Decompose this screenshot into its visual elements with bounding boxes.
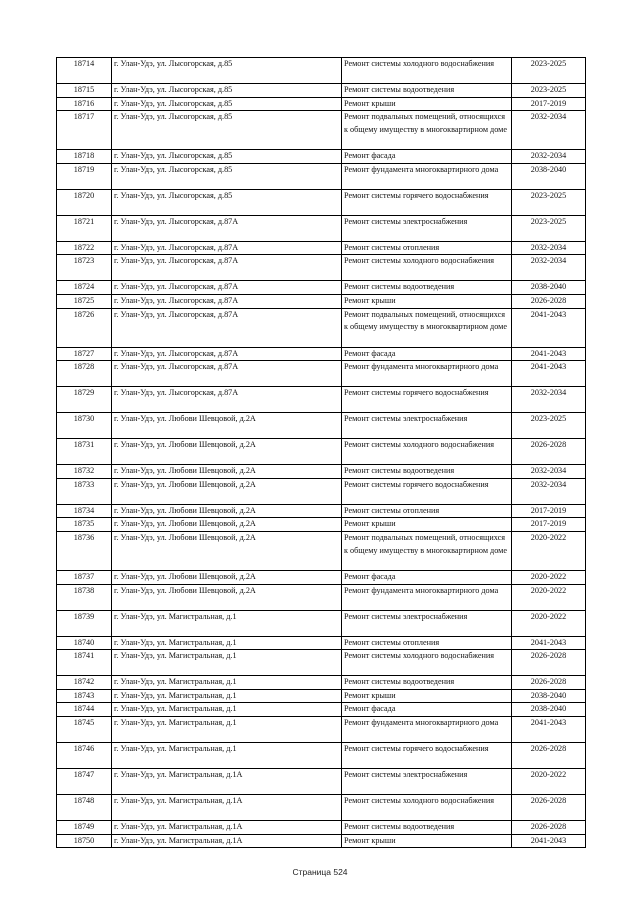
row-number-cell: 18734 xyxy=(57,504,112,518)
address-cell: г. Улан-Удэ, ул. Лысогорская, д.87А xyxy=(112,361,342,387)
address-cell: г. Улан-Удэ, ул. Магистральная, д.1 xyxy=(112,636,342,650)
table-row xyxy=(57,361,586,387)
period-cell: 2032-2034 xyxy=(512,387,586,413)
table-row xyxy=(57,703,586,717)
work-type-cell: Ремонт фундамента многоквартирного дома xyxy=(342,716,512,742)
address-cell: г. Улан-Удэ, ул. Лысогорская, д.85 xyxy=(112,150,342,164)
period-cell: 2026-2028 xyxy=(512,676,586,690)
work-type-cell: Ремонт крыши xyxy=(342,294,512,308)
row-number-cell: 18749 xyxy=(57,820,112,834)
row-number-cell: 18737 xyxy=(57,570,112,584)
address-cell: г. Улан-Удэ, ул. Лысогорская, д.87А xyxy=(112,215,342,241)
period-cell: 2023-2025 xyxy=(512,215,586,241)
work-type-cell: Ремонт крыши xyxy=(342,689,512,703)
table-row xyxy=(57,439,586,465)
row-number-cell: 18721 xyxy=(57,215,112,241)
row-number-cell: 18724 xyxy=(57,281,112,295)
address-cell: г. Улан-Удэ, ул. Лысогорская, д.85 xyxy=(112,58,342,84)
period-cell: 2020-2022 xyxy=(512,610,586,636)
work-type-cell: Ремонт системы горячего водоснабжения xyxy=(342,189,512,215)
table-row xyxy=(57,97,586,111)
table-row xyxy=(57,465,586,479)
period-cell: 2023-2025 xyxy=(512,58,586,84)
table-body xyxy=(57,58,586,848)
period-cell: 2017-2019 xyxy=(512,518,586,532)
period-cell: 2026-2028 xyxy=(512,439,586,465)
period-cell: 2026-2028 xyxy=(512,794,586,820)
table-row xyxy=(57,518,586,532)
page-number: Страница 524 xyxy=(292,867,348,877)
period-cell: 2041-2043 xyxy=(512,361,586,387)
work-type-cell: Ремонт системы электроснабжения xyxy=(342,610,512,636)
address-cell: г. Улан-Удэ, ул. Магистральная, д.1А xyxy=(112,768,342,794)
work-type-cell: Ремонт системы электроснабжения xyxy=(342,768,512,794)
table-row xyxy=(57,111,586,150)
table-row xyxy=(57,478,586,504)
address-cell: г. Улан-Удэ, ул. Магистральная, д.1 xyxy=(112,610,342,636)
period-cell: 2032-2034 xyxy=(512,478,586,504)
address-cell: г. Улан-Удэ, ул. Любови Шевцовой, д.2А xyxy=(112,518,342,532)
work-type-cell: Ремонт системы водоотведения xyxy=(342,676,512,690)
row-number-cell: 18746 xyxy=(57,742,112,768)
address-cell: г. Улан-Удэ, ул. Магистральная, д.1А xyxy=(112,834,342,848)
table-row xyxy=(57,636,586,650)
row-number-cell: 18716 xyxy=(57,97,112,111)
work-type-cell: Ремонт системы электроснабжения xyxy=(342,215,512,241)
period-cell: 2023-2025 xyxy=(512,84,586,98)
work-type-cell: Ремонт системы холодного водоснабжения xyxy=(342,255,512,281)
address-cell: г. Улан-Удэ, ул. Магистральная, д.1А xyxy=(112,794,342,820)
address-cell: г. Улан-Удэ, ул. Лысогорская, д.87А xyxy=(112,387,342,413)
address-cell: г. Улан-Удэ, ул. Магистральная, д.1А xyxy=(112,820,342,834)
period-cell: 2041-2043 xyxy=(512,834,586,848)
work-type-cell: Ремонт фасада xyxy=(342,703,512,717)
address-cell: г. Улан-Удэ, ул. Лысогорская, д.87А xyxy=(112,308,342,347)
address-cell: г. Улан-Удэ, ул. Любови Шевцовой, д.2А xyxy=(112,465,342,479)
row-number-cell: 18714 xyxy=(57,58,112,84)
address-cell: г. Улан-Удэ, ул. Любови Шевцовой, д.2А xyxy=(112,439,342,465)
work-type-cell: Ремонт крыши xyxy=(342,518,512,532)
address-cell: г. Улан-Удэ, ул. Лысогорская, д.85 xyxy=(112,189,342,215)
work-type-cell: Ремонт системы горячего водоснабжения xyxy=(342,478,512,504)
address-cell: г. Улан-Удэ, ул. Магистральная, д.1 xyxy=(112,716,342,742)
row-number-cell: 18745 xyxy=(57,716,112,742)
work-type-cell: Ремонт крыши xyxy=(342,834,512,848)
period-cell: 2023-2025 xyxy=(512,189,586,215)
row-number-cell: 18719 xyxy=(57,163,112,189)
period-cell: 2026-2028 xyxy=(512,650,586,676)
table-row xyxy=(57,387,586,413)
row-number-cell: 18726 xyxy=(57,308,112,347)
period-cell: 2020-2022 xyxy=(512,768,586,794)
row-number-cell: 18729 xyxy=(57,387,112,413)
table-row xyxy=(57,820,586,834)
table-row xyxy=(57,189,586,215)
row-number-cell: 18748 xyxy=(57,794,112,820)
table-row xyxy=(57,281,586,295)
period-cell: 2038-2040 xyxy=(512,689,586,703)
table-row xyxy=(57,84,586,98)
table-row xyxy=(57,163,586,189)
table-row xyxy=(57,255,586,281)
row-number-cell: 18718 xyxy=(57,150,112,164)
period-cell: 2017-2019 xyxy=(512,504,586,518)
table-row xyxy=(57,716,586,742)
address-cell: г. Улан-Удэ, ул. Любови Шевцовой, д.2А xyxy=(112,531,342,570)
table-row xyxy=(57,584,586,610)
row-number-cell: 18723 xyxy=(57,255,112,281)
work-type-cell: Ремонт фундамента многоквартирного дома xyxy=(342,163,512,189)
address-cell: г. Улан-Удэ, ул. Магистральная, д.1 xyxy=(112,650,342,676)
table-row xyxy=(57,794,586,820)
period-cell: 2020-2022 xyxy=(512,570,586,584)
period-cell: 2017-2019 xyxy=(512,97,586,111)
row-number-cell: 18738 xyxy=(57,584,112,610)
table-row xyxy=(57,58,586,84)
work-type-cell: Ремонт системы холодного водоснабжения xyxy=(342,439,512,465)
row-number-cell: 18722 xyxy=(57,241,112,255)
address-cell: г. Улан-Удэ, ул. Магистральная, д.1 xyxy=(112,742,342,768)
period-cell: 2041-2043 xyxy=(512,636,586,650)
address-cell: г. Улан-Удэ, ул. Лысогорская, д.85 xyxy=(112,97,342,111)
period-cell: 2026-2028 xyxy=(512,294,586,308)
period-cell: 2038-2040 xyxy=(512,281,586,295)
table-row xyxy=(57,650,586,676)
address-cell: г. Улан-Удэ, ул. Лысогорская, д.85 xyxy=(112,111,342,150)
period-cell: 2023-2025 xyxy=(512,413,586,439)
work-type-cell: Ремонт системы водоотведения xyxy=(342,281,512,295)
table-row xyxy=(57,676,586,690)
address-cell: г. Улан-Удэ, ул. Любови Шевцовой, д.2А xyxy=(112,413,342,439)
table-row xyxy=(57,413,586,439)
address-cell: г. Улан-Удэ, ул. Любови Шевцовой, д.2А xyxy=(112,504,342,518)
address-cell: г. Улан-Удэ, ул. Магистральная, д.1 xyxy=(112,676,342,690)
period-cell: 2020-2022 xyxy=(512,531,586,570)
table-row xyxy=(57,610,586,636)
row-number-cell: 18747 xyxy=(57,768,112,794)
work-type-cell: Ремонт системы горячего водоснабжения xyxy=(342,387,512,413)
work-type-cell: Ремонт фасада xyxy=(342,570,512,584)
row-number-cell: 18733 xyxy=(57,478,112,504)
work-type-cell: Ремонт системы электроснабжения xyxy=(342,413,512,439)
table-row xyxy=(57,294,586,308)
row-number-cell: 18736 xyxy=(57,531,112,570)
work-type-cell: Ремонт системы водоотведения xyxy=(342,84,512,98)
period-cell: 2032-2034 xyxy=(512,465,586,479)
period-cell: 2032-2034 xyxy=(512,150,586,164)
table-row xyxy=(57,531,586,570)
period-cell: 2026-2028 xyxy=(512,820,586,834)
work-type-cell: Ремонт фундамента многоквартирного дома xyxy=(342,584,512,610)
work-type-cell: Ремонт подвальных помещений, относящихся к общему имуществу в многоквартирном доме xyxy=(342,111,512,150)
work-type-cell: Ремонт системы горячего водоснабжения xyxy=(342,742,512,768)
row-number-cell: 18750 xyxy=(57,834,112,848)
work-type-cell: Ремонт подвальных помещений, относящихся к общему имуществу в многоквартирном доме xyxy=(342,531,512,570)
work-type-cell: Ремонт фундамента многоквартирного дома xyxy=(342,361,512,387)
table-row xyxy=(57,504,586,518)
row-number-cell: 18732 xyxy=(57,465,112,479)
work-type-cell: Ремонт системы холодного водоснабжения xyxy=(342,794,512,820)
row-number-cell: 18741 xyxy=(57,650,112,676)
period-cell: 2041-2043 xyxy=(512,716,586,742)
work-type-cell: Ремонт системы холодного водоснабжения xyxy=(342,650,512,676)
work-type-cell: Ремонт системы водоотведения xyxy=(342,465,512,479)
address-cell: г. Улан-Удэ, ул. Лысогорская, д.87А xyxy=(112,241,342,255)
period-cell: 2041-2043 xyxy=(512,347,586,361)
row-number-cell: 18735 xyxy=(57,518,112,532)
table-row xyxy=(57,347,586,361)
address-cell: г. Улан-Удэ, ул. Лысогорская, д.87А xyxy=(112,347,342,361)
period-cell: 2032-2034 xyxy=(512,255,586,281)
work-type-cell: Ремонт системы отопления xyxy=(342,636,512,650)
row-number-cell: 18739 xyxy=(57,610,112,636)
address-cell: г. Улан-Удэ, ул. Лысогорская, д.87А xyxy=(112,255,342,281)
work-type-cell: Ремонт фасада xyxy=(342,150,512,164)
address-cell: г. Улан-Удэ, ул. Лысогорская, д.85 xyxy=(112,84,342,98)
table-row xyxy=(57,241,586,255)
row-number-cell: 18715 xyxy=(57,84,112,98)
work-type-cell: Ремонт крыши xyxy=(342,97,512,111)
table-row xyxy=(57,570,586,584)
work-type-cell: Ремонт системы отопления xyxy=(342,504,512,518)
period-cell: 2041-2043 xyxy=(512,308,586,347)
work-type-cell: Ремонт системы отопления xyxy=(342,241,512,255)
period-cell: 2020-2022 xyxy=(512,584,586,610)
table-row xyxy=(57,215,586,241)
address-cell: г. Улан-Удэ, ул. Лысогорская, д.87А xyxy=(112,294,342,308)
row-number-cell: 18742 xyxy=(57,676,112,690)
row-number-cell: 18725 xyxy=(57,294,112,308)
address-cell: г. Улан-Удэ, ул. Любови Шевцовой, д.2А xyxy=(112,584,342,610)
address-cell: г. Улан-Удэ, ул. Магистральная, д.1 xyxy=(112,689,342,703)
work-type-cell: Ремонт фасада xyxy=(342,347,512,361)
table-row xyxy=(57,150,586,164)
row-number-cell: 18740 xyxy=(57,636,112,650)
row-number-cell: 18717 xyxy=(57,111,112,150)
row-number-cell: 18720 xyxy=(57,189,112,215)
work-type-cell: Ремонт системы холодного водоснабжения xyxy=(342,58,512,84)
address-cell: г. Улан-Удэ, ул. Лысогорская, д.85 xyxy=(112,163,342,189)
period-cell: 2038-2040 xyxy=(512,163,586,189)
table-row xyxy=(57,689,586,703)
row-number-cell: 18727 xyxy=(57,347,112,361)
address-cell: г. Улан-Удэ, ул. Любови Шевцовой, д.2А xyxy=(112,570,342,584)
address-cell: г. Улан-Удэ, ул. Лысогорская, д.87А xyxy=(112,281,342,295)
row-number-cell: 18730 xyxy=(57,413,112,439)
row-number-cell: 18728 xyxy=(57,361,112,387)
address-cell: г. Улан-Удэ, ул. Магистральная, д.1 xyxy=(112,703,342,717)
table-row xyxy=(57,768,586,794)
table-row xyxy=(57,308,586,347)
row-number-cell: 18744 xyxy=(57,703,112,717)
repair-schedule-table xyxy=(56,57,586,848)
table-row xyxy=(57,742,586,768)
period-cell: 2032-2034 xyxy=(512,241,586,255)
row-number-cell: 18743 xyxy=(57,689,112,703)
address-cell: г. Улан-Удэ, ул. Любови Шевцовой, д.2А xyxy=(112,478,342,504)
table-row xyxy=(57,834,586,848)
period-cell: 2032-2034 xyxy=(512,111,586,150)
work-type-cell: Ремонт подвальных помещений, относящихся к общему имуществу в многоквартирном доме xyxy=(342,308,512,347)
period-cell: 2026-2028 xyxy=(512,742,586,768)
work-type-cell: Ремонт системы водоотведения xyxy=(342,820,512,834)
period-cell: 2038-2040 xyxy=(512,703,586,717)
row-number-cell: 18731 xyxy=(57,439,112,465)
